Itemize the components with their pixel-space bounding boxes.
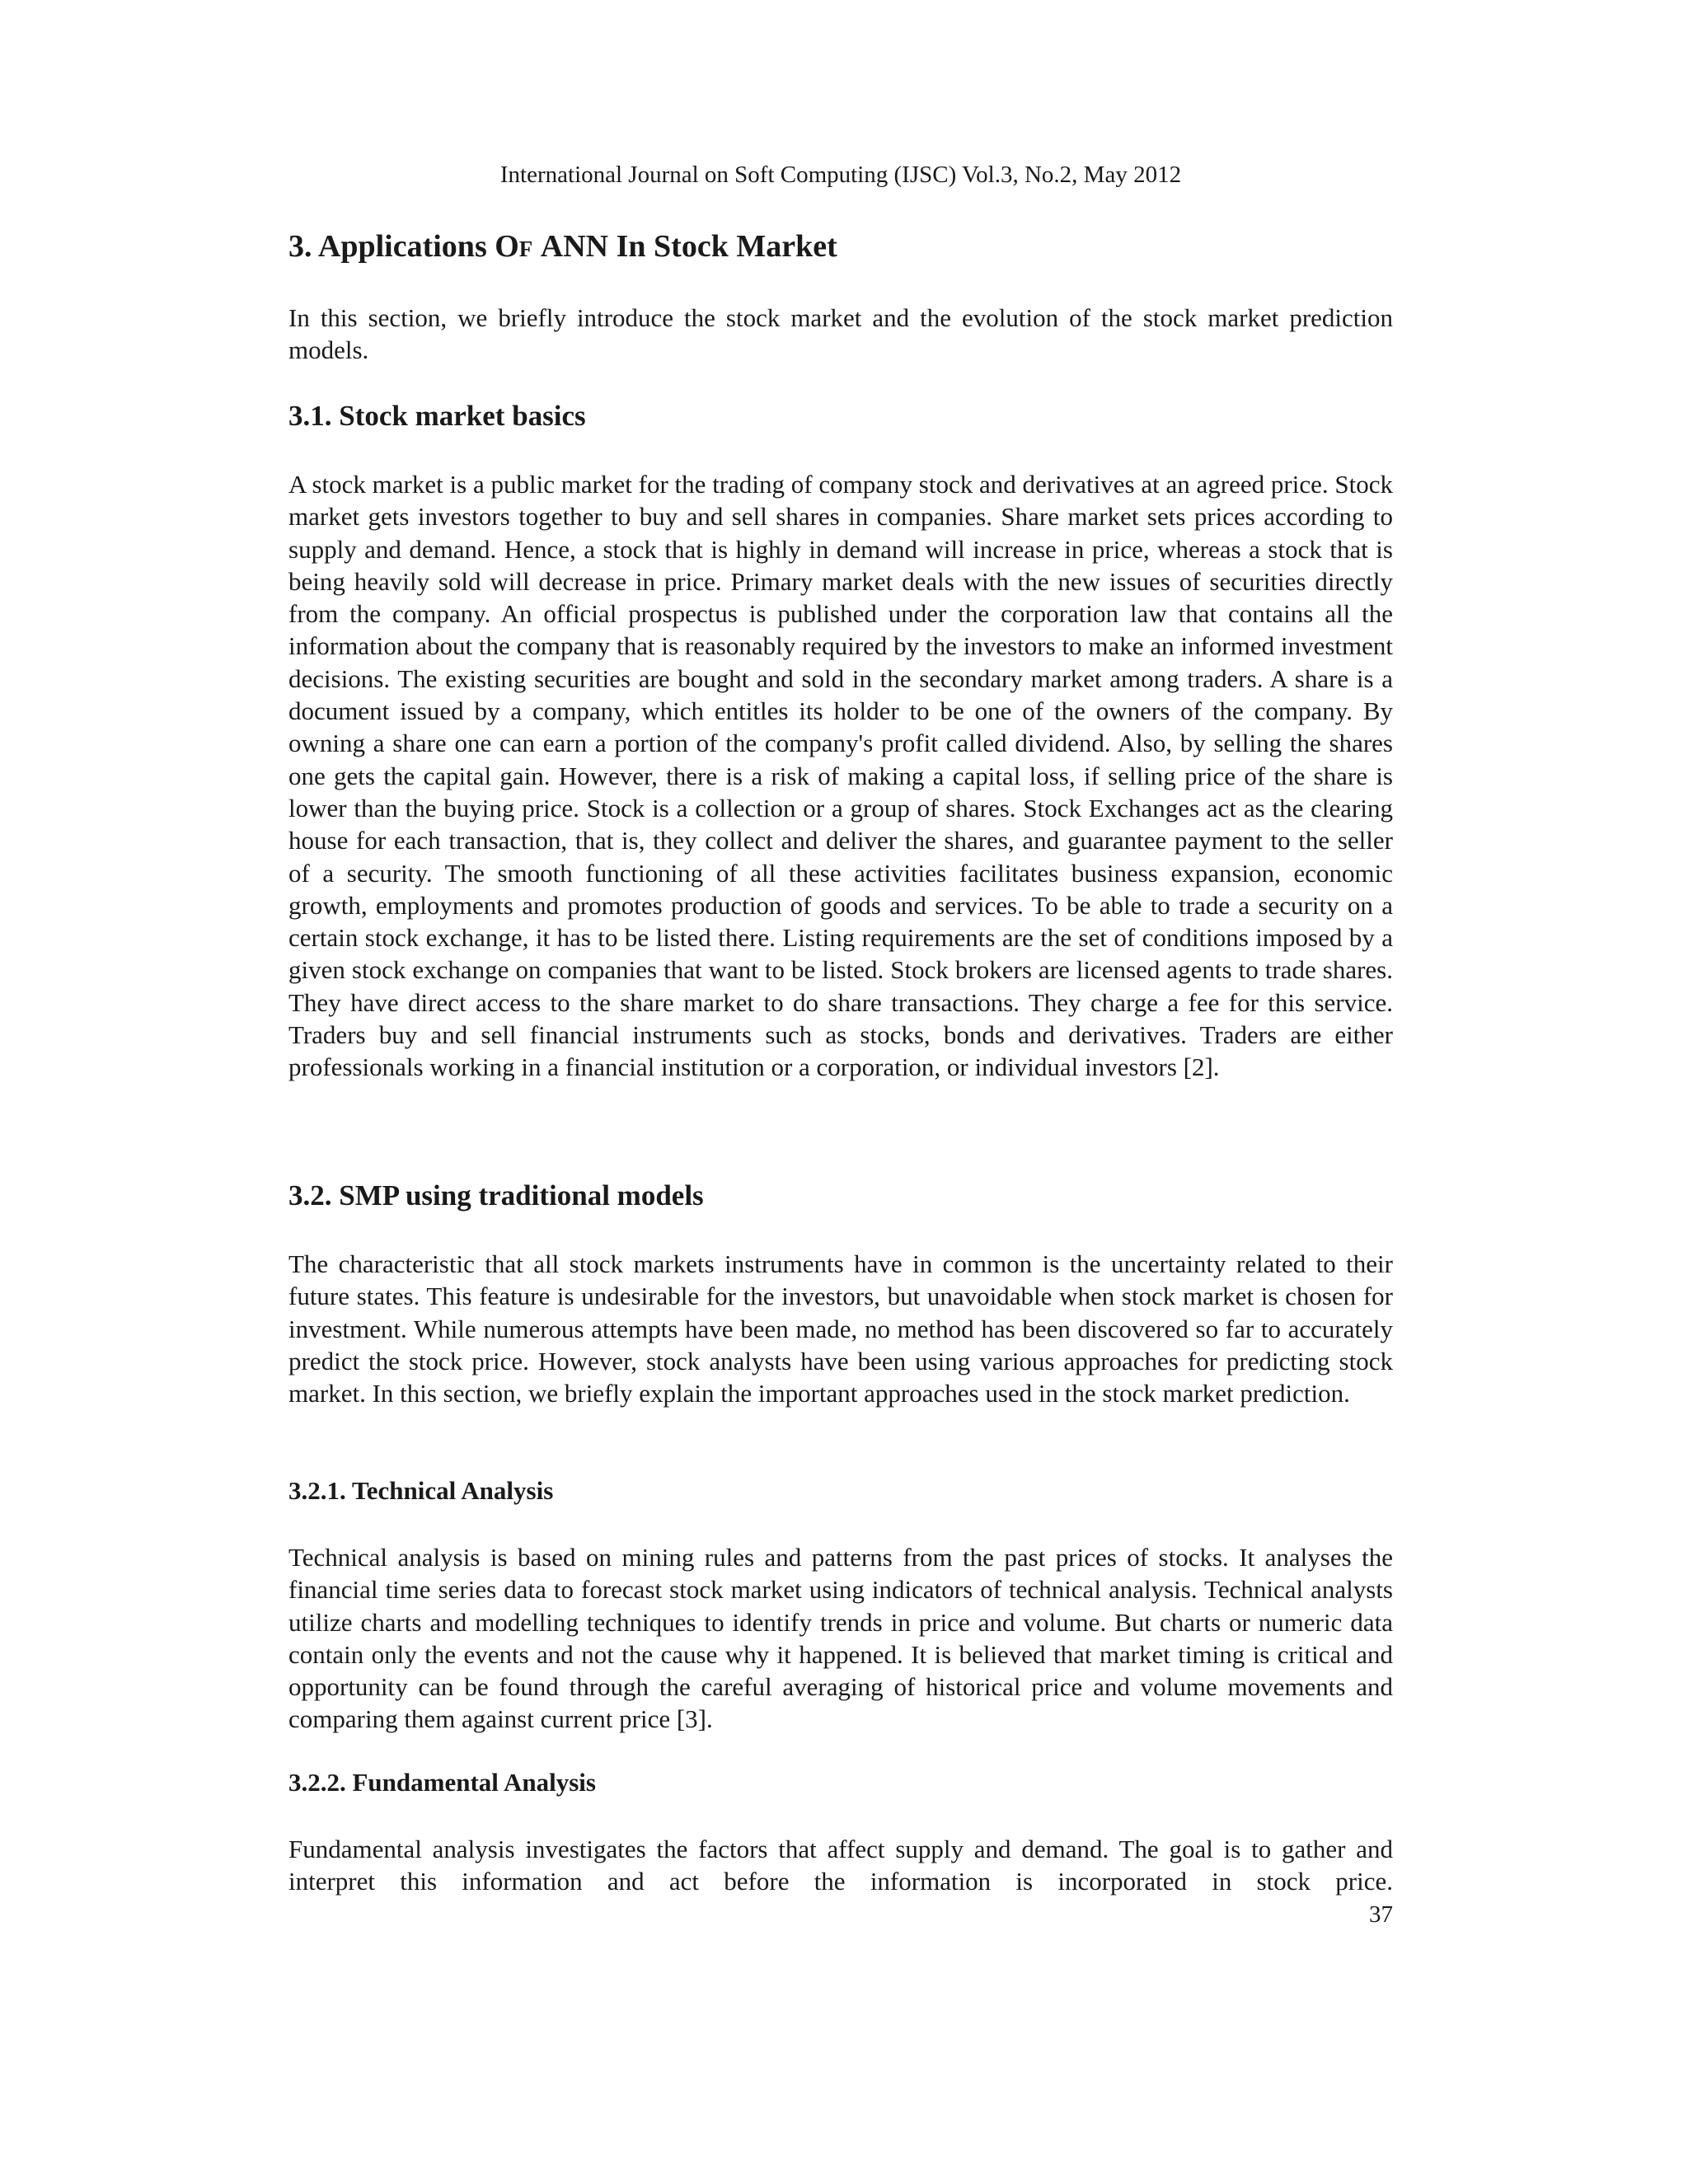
page-number: 37 bbox=[1369, 1901, 1393, 1928]
section-intro: In this section, we briefly introduce the stock market and the evolution of the stock market prediction models. bbox=[288, 303, 1393, 365]
running-header: International Journal on Soft Computing (IJSC) Vol.3, No.2, May 2012 bbox=[499, 162, 1182, 188]
subsection-heading-3-2-2: 3.2.2. Fundamental Analysis bbox=[288, 1768, 596, 1797]
subsection-heading-3-2-1: 3.2.1. Technical Analysis bbox=[288, 1476, 554, 1505]
subsection-heading-3-1: 3.1. Stock market basics bbox=[288, 400, 586, 432]
subsection-body-3-2-1: Technical analysis is based on mining rules and patterns from the past prices of stocks. It analyses the financial time series data to forecast stock market using indicators of technical analysis. Technical analysts utilize charts and modelling techniques to identify trends in price and volume. But charts or numeric data contain only the events and not the cause why it happened. It is believed that market timing is critical and opportunity can be found through the careful averaging of historical price and volume movements and comparing them against current price [3]. bbox=[288, 1543, 1393, 1734]
subsection-body-3-2: The characteristic that all stock markets instruments have in common is the uncertainty related to their future states. This feature is undesirable for the investors, but unavoidable when stock market is chosen for investment. While numerous attempts have been made, no method has been discovered so far to accurately predict the stock price. However, stock analysts have been using various approaches for predicting stock market. In this section, we briefly explain the important approaches used in the stock market prediction. bbox=[288, 1249, 1393, 1408]
section-title-word: Stock bbox=[654, 229, 737, 264]
subsection-heading-3-2: 3.2. SMP using traditional models bbox=[288, 1179, 704, 1212]
section-title-word: Applications bbox=[317, 229, 495, 264]
section-title-word: In bbox=[616, 229, 654, 264]
section-title-word: Market bbox=[736, 229, 837, 264]
section-title-word: ANN bbox=[540, 229, 617, 264]
section-title bbox=[288, 227, 837, 265]
section-title-word: Of bbox=[495, 229, 541, 264]
subsection-body-3-1: A stock market is a public market for the trading of company stock and derivatives at an agreed price. Stock market gets investors together to buy and sell shares in companies. Share market sets prices according to supply and demand. Hence, a stock that is highly in demand will increase in price, whereas a stock that is being heavily sold will decrease in price. Primary market deals with the new issues of securities directly from the company. An official prospectus is published under the corporation law that contains all the information about the company that is reasonably required by the investors to make an informed investment decisions. The existing securities are bought and sold in the secondary market among traders. A share is a document issued by a company, which entitles its holder to be one of the owners of the company. By owning a share one can earn a portion of the company's profit called dividend. Also, by selling the shares one gets the capital gain. However, there is a risk of making a capital loss, if selling price of the share is lower than the buying price. Stock is a collection or a group of shares. Stock Exchanges act as the clearing house for each transaction, that is, they collect and deliver the shares, and guarantee payment to the seller of a security. The smooth functioning of all these activities facilitates business expansion, economic growth, employments and promotes production of goods and services. To be able to trade a security on a certain stock exchange, it has to be listed there. Listing requirements are the set of conditions imposed by a given stock exchange on companies that want to be listed. Stock brokers are licensed agents to trade shares. They have direct access to the share market to do share transactions. They charge a fee for this service. Traders buy and sell financial instruments such as stocks, bonds and derivatives. Traders are either professionals working in a financial institution or a corporation, or individual investors [2]. bbox=[288, 470, 1393, 1082]
section-number: 3. bbox=[288, 229, 318, 264]
subsection-body-3-2-2: Fundamental analysis investigates the factors that affect supply and demand. The goal is to gather and interpret this information and act before the information is incorporated in stock price. bbox=[288, 1835, 1393, 1896]
